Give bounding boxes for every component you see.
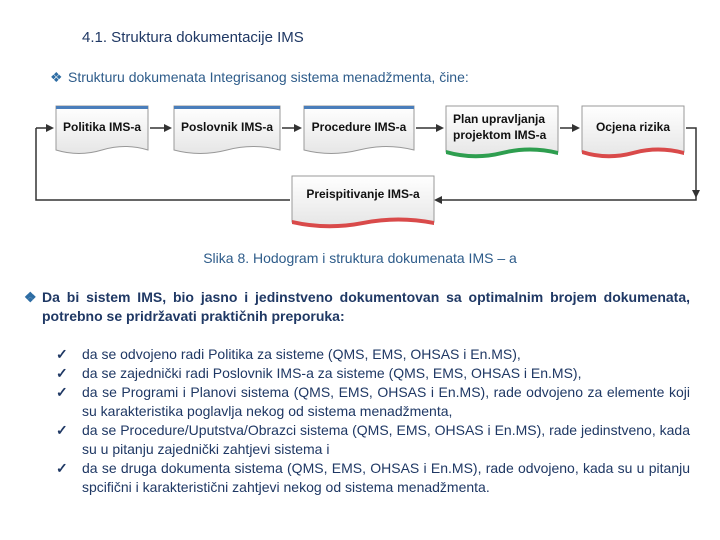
box-label-procedure: Procedure IMS-a xyxy=(311,120,407,134)
box-procedure xyxy=(304,106,414,154)
box-politika xyxy=(56,106,148,154)
list-item: ✓ da se Procedure/Uputstva/Obrazci sistema (QMS, EMS, OHSAS i En.MS), rade jedinstveno, kada su u pitanju zajednički zahtjevi sistema i xyxy=(56,422,690,457)
recommendation-text: Da bi sistem IMS, bio jasno i jedinstveno dokumentovan sa optimalnim brojem dokumenata, potrebno se pridržavati praktičnih preporuka: xyxy=(42,289,690,324)
list-item: ✓ da se druga dokumenta sistema (QMS, EMS, OHSAS i En.MS), rade odvojeno, kada su u pitanju spcifični i karakteristični zahtjevi nekog od sistema menadžmenta. xyxy=(56,460,690,495)
check-icon: ✓ xyxy=(56,422,68,438)
box-plan xyxy=(446,106,558,158)
list-item: ✓ da se Programi i Planovi sistema (QMS, EMS, OHSAS i En.MS), rade odvojeno za elemente koji su karakteristika poglavlja nekog od sistema menadžmenta, xyxy=(56,384,690,419)
recommendation-intro xyxy=(24,288,690,326)
box-label-preispitivanje: Preispitivanje IMS-a xyxy=(306,187,420,201)
check-icon: ✓ xyxy=(56,346,68,362)
recommendation-list xyxy=(56,345,690,497)
box-label-plan-line2: projektom IMS-a xyxy=(453,128,547,142)
box-poslovnik xyxy=(174,106,280,154)
check-icon: ✓ xyxy=(56,460,68,476)
check-icon: ✓ xyxy=(56,365,68,381)
box-ocjena xyxy=(582,106,684,158)
flow-diagram xyxy=(0,0,720,250)
list-item: ✓ da se odvojeno radi Politika za sisteme (QMS, EMS, OHSAS i En.MS), xyxy=(56,346,521,362)
box-label-ocjena: Ocjena rizika xyxy=(595,120,671,134)
check-icon: ✓ xyxy=(56,384,68,400)
page-title: 4.1. Struktura dokumentacije IMS xyxy=(82,29,304,46)
arrow-ocjena-down xyxy=(686,128,696,196)
intro-text: Strukturu dokumenata Integrisanog sistema menadžmenta, čine: xyxy=(68,69,469,85)
box-preispitivanje xyxy=(292,176,434,228)
diamond-bullet-icon: ❖ xyxy=(50,69,63,85)
diamond-bullet-icon: ❖ xyxy=(24,289,37,305)
box-label-plan-line1: Plan upravljanja xyxy=(453,112,546,126)
list-item: ✓ da se zajednički radi Poslovnik IMS-a za sisteme (QMS, EMS, OHSAS i En.MS), xyxy=(56,365,582,381)
box-label-politika: Politika IMS-a xyxy=(62,120,142,134)
box-label-poslovnik: Poslovnik IMS-a xyxy=(180,120,274,134)
arrow-into-preispitivanje xyxy=(436,196,696,200)
figure-caption: Slika 8. Hodogram i struktura dokumenata IMS – a xyxy=(203,250,517,266)
